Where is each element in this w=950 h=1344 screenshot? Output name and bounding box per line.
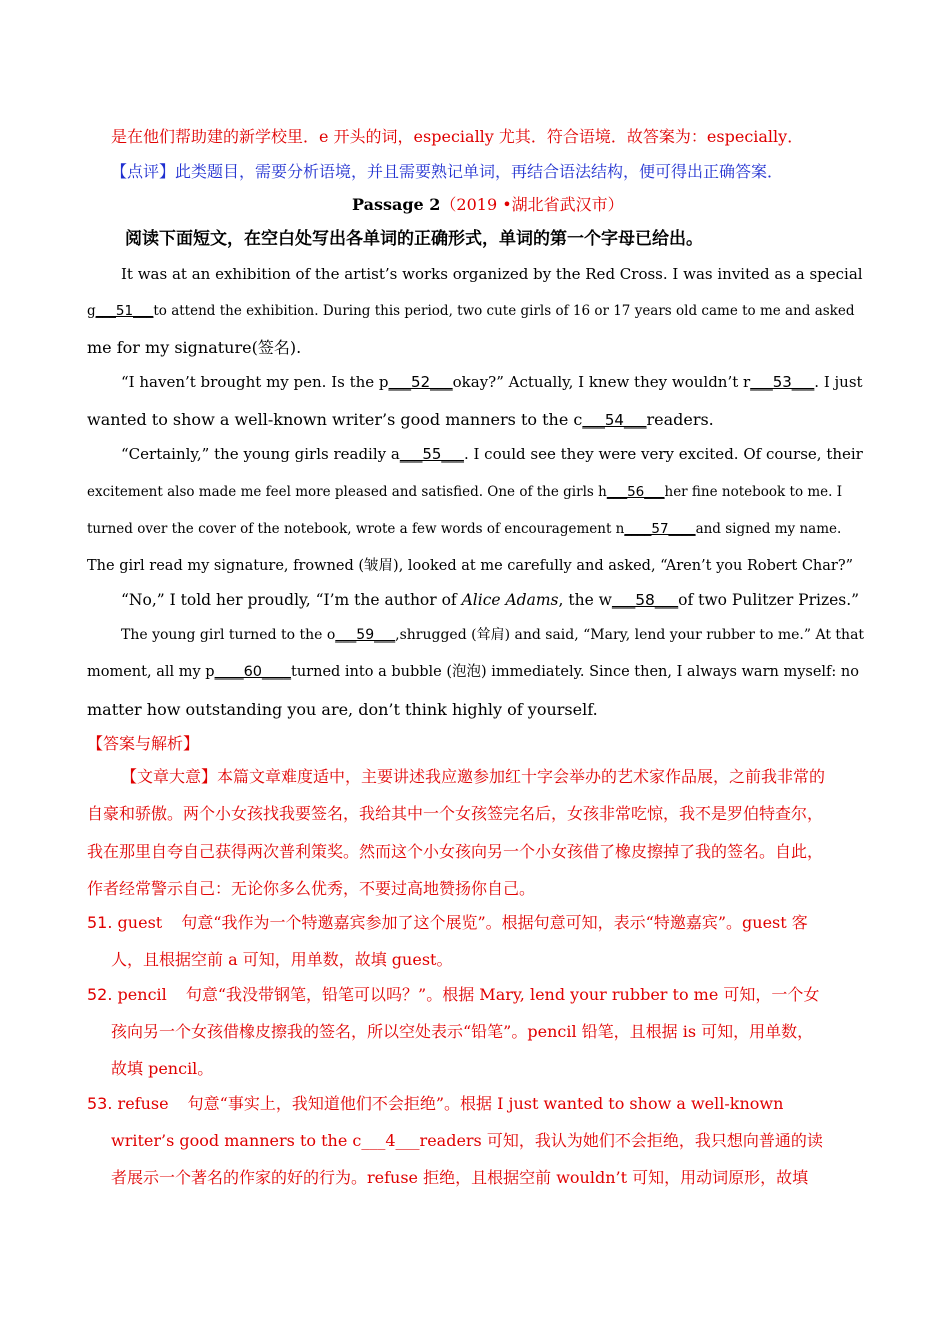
text: wanted to show a well-known writer’s good manners to the c	[87, 410, 583, 429]
answer-text: 句意“我没带钢笔，铅笔可以吗？”。根据 Mary, lend your rubber to me 可知，一个女	[185, 985, 820, 1004]
answer-text: 句意“我作为一个特邀嘉宾参加了这个展览”。根据句意可知，表示“特邀嘉宾”。guest 客	[181, 913, 808, 932]
passage-title-text: Passage 2	[352, 195, 441, 214]
blank-58: ___58___	[611, 591, 679, 609]
answer-word: refuse	[117, 1094, 169, 1113]
summary-line-4: 作者经常警示自己：无论你多么优秀，不要过高地赞扬你自己。	[87, 879, 536, 898]
passage-instruction: 阅读下面短文，在空白处写出各单词的正确形式，单词的第一个字母已给出。	[125, 229, 703, 249]
passage-line-10	[121, 590, 859, 610]
blank-53: ___53___	[750, 373, 815, 391]
passage-line-7	[87, 482, 842, 502]
prev-answer-line: 是在他们帮助建的新学校里．e 开头的词，especially 尤其．符合语境．故答案为：especially．	[111, 127, 804, 146]
summary-line-2: 自豪和骄傲。两个小女孩找我要签名，我给其中一个女孩签完名后，女孩非常吃惊，我不是罗伯特查尔，	[87, 804, 824, 823]
passage-line-4	[121, 372, 863, 392]
text: readers.	[646, 410, 714, 429]
passage-line-9: The girl read my signature, frowned (皱眉), looked at me carefully and asked, “Aren’t you Robert Char?”	[87, 558, 854, 574]
text: . I just	[814, 373, 863, 391]
blank-57: ____57____	[624, 521, 696, 537]
answer-52-line-2: 孩向另一个女孩借橡皮擦我的签名，所以空处表示“铅笔”。pencil 铅笔，且根据 is 可知，用单数，	[111, 1022, 814, 1041]
passage-line-6	[121, 444, 863, 464]
text: of two Pulitzer Prizes.”	[678, 591, 860, 609]
blank-54: ___54___	[582, 411, 647, 429]
book-title: Alice Adams	[461, 591, 559, 609]
text: The young girl turned to the o	[121, 627, 336, 643]
passage-line-1: It was at an exhibition of the artist’s works organized by the Red Cross. I was invited as a special	[121, 265, 863, 283]
answer-53-line-3: 者展示一个著名的作家的好的行为。refuse 拒绝，且根据空前 wouldn’t 可知，用动词原形，故填	[111, 1168, 809, 1187]
blank-59: ___59___	[335, 627, 396, 643]
answer-number: 53.	[87, 1094, 113, 1113]
text: “I haven’t brought my pen. Is the p	[121, 373, 389, 391]
summary-line-1: 【文章大意】本篇文章难度适中，主要讲述我应邀参加红十字会举办的艺术家作品展，之前我非常的	[121, 767, 826, 786]
text: excitement also made me feel more pleased and satisfied. One of the girls h	[87, 484, 607, 500]
text: and signed my name.	[695, 521, 842, 537]
passage-title	[352, 195, 624, 215]
comment-line: 【点评】此类题目，需要分析语境，并且需要熟记单词，再结合语法结构，便可得出正确答案．	[111, 162, 784, 181]
answer-53-line-2: writer’s good manners to the c___4___readers 可知，我认为她们不会拒绝，我只想向普通的读	[111, 1131, 823, 1150]
text: turned into a bubble (泡泡) immediately. Since then, I always warn myself: no	[291, 664, 859, 680]
answer-word: pencil	[117, 985, 167, 1004]
answer-number: 51.	[87, 913, 113, 932]
answers-heading: 【答案与解析】	[87, 734, 200, 753]
answer-51-line-2: 人，且根据空前 a 可知，用单数，故填 guest。	[111, 950, 453, 969]
passage-line-5	[87, 410, 714, 430]
blank-56: ___56___	[606, 484, 665, 500]
answer-52-line-3: 故填 pencil。	[111, 1059, 214, 1078]
passage-line-12	[87, 662, 859, 682]
passage-line-11	[121, 625, 864, 645]
answer-52	[87, 985, 819, 1005]
text: . I could see they were very excited. Of course, their	[463, 445, 863, 463]
passage-line-3: me for my signature(签名).	[87, 338, 302, 357]
summary-line-3: 我在那里自夸自己获得两次普利策奖。然而这个小女孩向另一个小女孩借了橡皮擦掉了我的签名。自此，	[87, 842, 824, 861]
text: ,shrugged (耸肩) and said, “Mary, lend your rubber to me.” At that	[395, 627, 865, 643]
text: okay?” Actually, I knew they wouldn’t r	[452, 373, 751, 391]
blank-55: ___55___	[399, 445, 464, 463]
answer-51	[87, 913, 808, 933]
passage-line-2	[87, 301, 855, 321]
answer-text: 句意“事实上，我知道他们不会拒绝”。根据 I just wanted to show a well-known	[187, 1094, 784, 1113]
passage-source: （2019 •湖北省武汉市）	[440, 195, 624, 214]
answer-number: 52.	[87, 985, 113, 1004]
passage-line-8	[87, 519, 841, 539]
text: her fine notebook to me. I	[664, 484, 843, 500]
text: turned over the cover of the notebook, wrote a few words of encouragement n	[87, 521, 625, 537]
text: moment, all my p	[87, 664, 215, 680]
text: g	[87, 303, 96, 319]
text: “No,” I told her proudly, “I’m the author of	[121, 591, 462, 609]
text: “Certainly,” the young girls readily a	[121, 445, 400, 463]
blank-60: ____60____	[214, 664, 292, 680]
blank-51: ___51___	[95, 303, 154, 319]
text: to attend the exhibition. During this period, two cute girls of 16 or 17 years old came to me and asked	[153, 303, 855, 319]
answer-53	[87, 1094, 783, 1114]
passage-line-13: matter how outstanding you are, don’t think highly of yourself.	[87, 700, 598, 719]
answer-word: guest	[117, 913, 163, 932]
text: , the w	[558, 591, 612, 609]
blank-52: ___52___	[388, 373, 453, 391]
